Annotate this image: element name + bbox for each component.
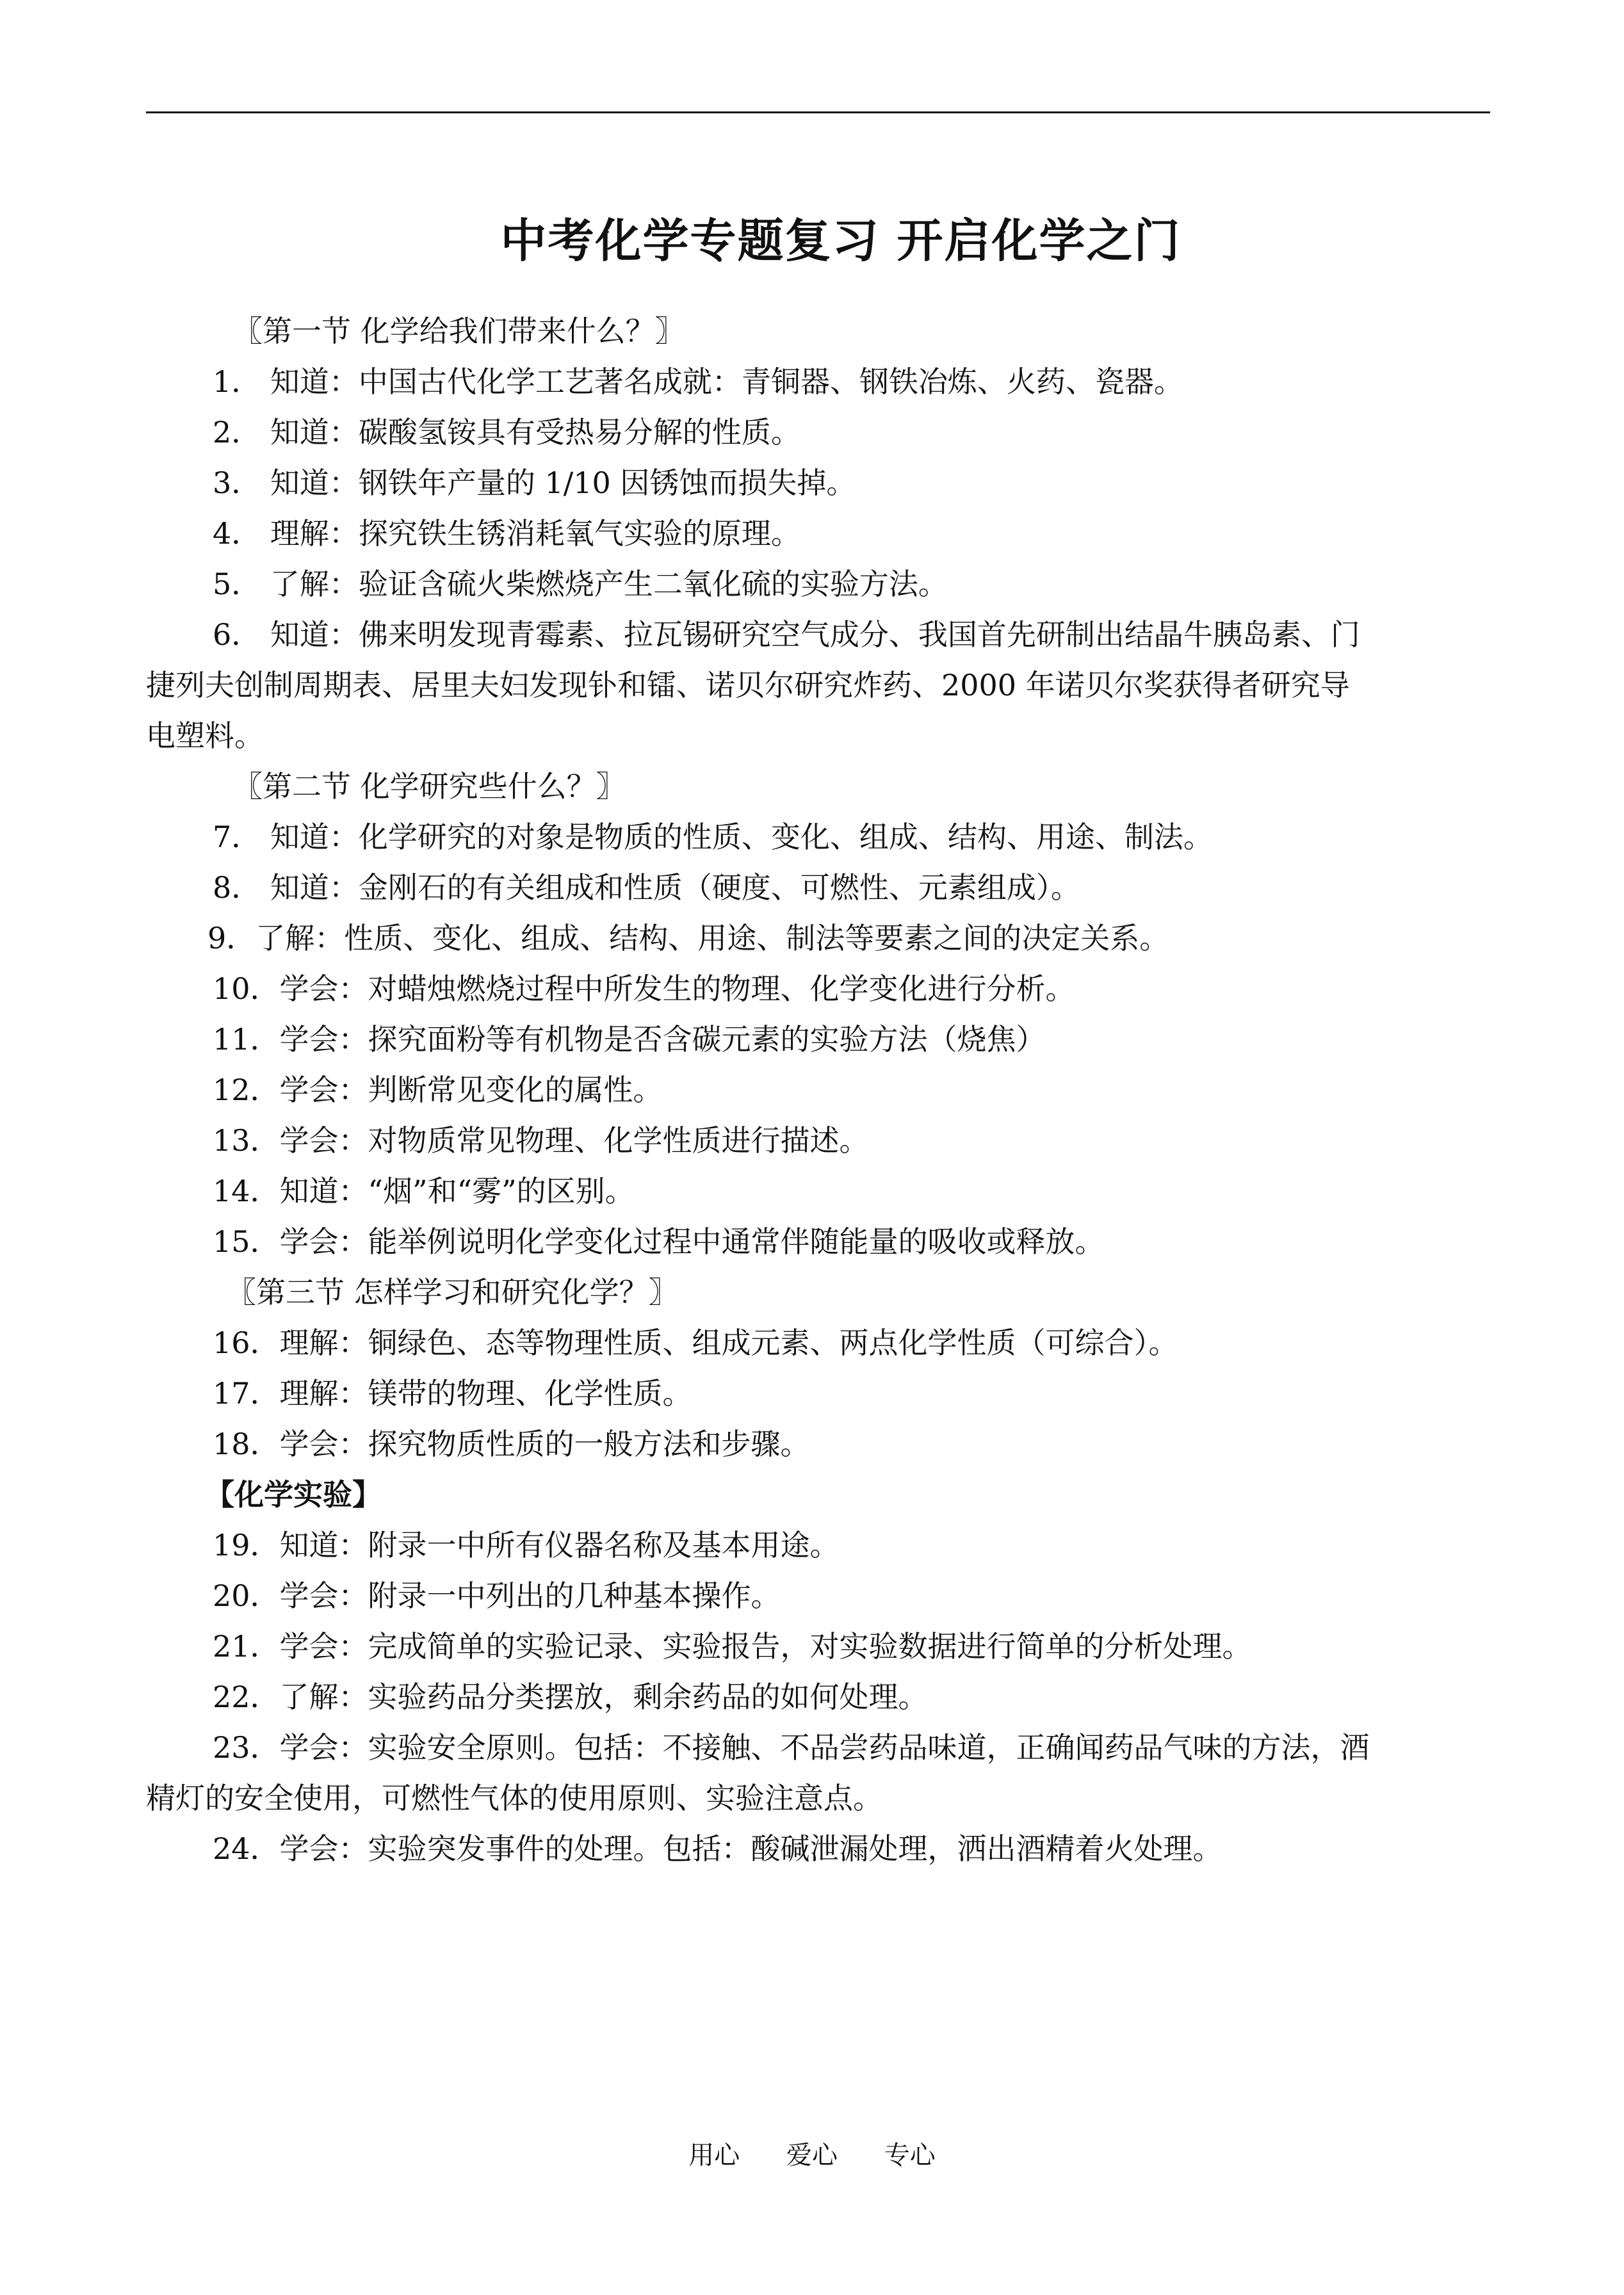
list-item: 3． 知道：钢铁年产量的 1/10 因锈蚀而损失掉。 (213, 466, 856, 500)
list-item: 17．理解：镁带的物理、化学性质。 (213, 1376, 692, 1411)
list-item: 10．学会：对蜡烛燃烧过程中所发生的物理、化学变化进行分析。 (213, 971, 1075, 1006)
list-item: 1． 知道：中国古代化学工艺著名成就：青铜器、钢铁冶炼、火药、瓷器。 (213, 364, 1183, 399)
list-item: 11．学会：探究面粉等有机物是否含碳元素的实验方法（烧焦） (213, 1022, 1046, 1057)
list-item: 15．学会：能举例说明化学变化过程中通常伴随能量的吸收或释放。 (213, 1224, 1105, 1259)
footer-text: 用心 (688, 2141, 740, 2170)
list-item: 7． 知道：化学研究的对象是物质的性质、变化、组成、结构、用途、制法。 (213, 820, 1213, 854)
section-heading: 〖第一节 化学给我们带来什么？〗 (233, 314, 685, 348)
footer-text: 爱心 (786, 2141, 838, 2170)
list-item-continuation: 捷列夫创制周期表、居里夫妇发现钋和镭、诺贝尔研究炸药、2000 年诺贝尔奖获得者研究导 (146, 668, 1350, 702)
list-item: 12．学会：判断常见变化的属性。 (213, 1073, 663, 1107)
list-item: 21．学会：完成简单的实验记录、实验报告，对实验数据进行简单的分析处理。 (213, 1629, 1252, 1664)
list-item: 16．理解：铜绿色、态等物理性质、组成元素、两点化学性质（可综合）。 (213, 1326, 1178, 1360)
list-item: 13．学会：对物质常见物理、化学性质进行描述。 (213, 1123, 869, 1158)
list-item: 20．学会：附录一中列出的几种基本操作。 (213, 1578, 781, 1613)
footer-text: 专心 (884, 2141, 936, 2170)
list-item: 4． 理解：探究铁生锈消耗氧气实验的原理。 (213, 516, 800, 551)
list-item-continuation: 电塑料。 (146, 718, 264, 753)
list-item: 9．了解：性质、变化、组成、结构、用途、制法等要素之间的决定关系。 (207, 921, 1169, 955)
list-item: 6． 知道：佛来明发现青霉素、拉瓦锡研究空气成分、我国首先研制出结晶牛胰岛素、门 (213, 617, 1360, 652)
section-heading: 〖第二节 化学研究些什么？〗 (233, 769, 626, 804)
list-item: 14．知道：“烟”和“雾”的区别。 (213, 1174, 635, 1208)
list-item: 2． 知道：碳酸氢铵具有受热易分解的性质。 (213, 415, 800, 450)
section-heading: 〖第三节 怎样学习和研究化学？〗 (227, 1275, 678, 1310)
page-footer (0, 2143, 1624, 2168)
list-item: 24．学会：实验突发事件的处理。包括：酸碱泄漏处理，洒出酒精着火处理。 (213, 1831, 1222, 1866)
page-title: 中考化学专题复习 开启化学之门 (500, 213, 1181, 268)
list-item: 23．学会：实验安全原则。包括：不接触、不品尝药品味道，正确闻药品气味的方法，酒 (213, 1730, 1370, 1765)
section-heading: 【化学实验】 (205, 1477, 382, 1512)
list-item: 5． 了解：验证含硫火柴燃烧产生二氧化硫的实验方法。 (213, 567, 948, 601)
list-item: 8． 知道：金刚石的有关组成和性质（硬度、可燃性、元素组成）。 (213, 870, 1080, 905)
header-rule (146, 111, 1490, 113)
document-body (146, 306, 1490, 1874)
list-item: 18．学会：探究物质性质的一般方法和步骤。 (213, 1427, 810, 1461)
list-item: 22．了解：实验药品分类摆放，剩余药品的如何处理。 (213, 1680, 928, 1714)
list-item-continuation: 精灯的安全使用，可燃性气体的使用原则、实验注意点。 (146, 1781, 882, 1815)
list-item: 19．知道：附录一中所有仪器名称及基本用途。 (213, 1528, 840, 1562)
